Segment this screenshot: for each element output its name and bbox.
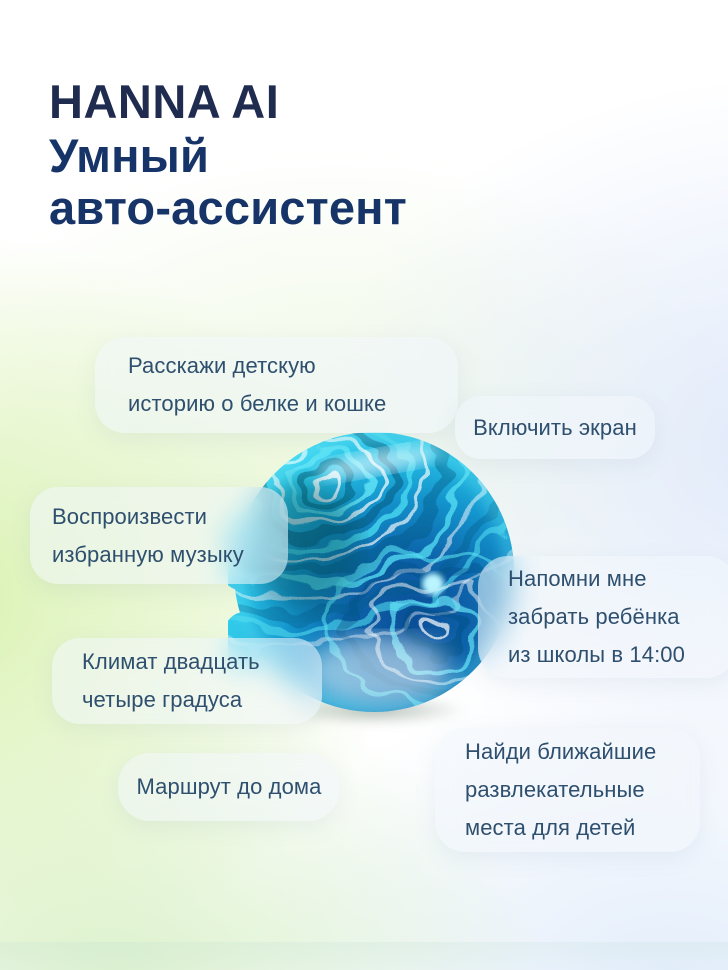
subtitle-line-2: авто-ассистент	[49, 181, 407, 234]
chip-text-line: избранную музыку	[52, 541, 244, 567]
suggestion-chip-reminder	[478, 556, 728, 678]
chip-text-line: забрать ребёнка	[508, 604, 680, 629]
subtitle-line-1: Умный	[49, 129, 210, 182]
chip-text-line: Напомни мне	[508, 566, 647, 591]
chip-text-line: четыре градуса	[82, 687, 243, 712]
chip-text-line: Расскажи детскую	[128, 353, 316, 378]
chip-text-line: Включить экран	[473, 414, 637, 440]
brand-title: HANNA AI	[49, 75, 280, 128]
suggestion-chip-route	[118, 753, 340, 821]
chip-text-line: Климат двадцать	[82, 649, 260, 674]
suggestion-chip-screen-on	[455, 396, 655, 459]
title-block	[49, 74, 407, 234]
suggestion-chip-places	[435, 728, 700, 852]
chip-text-line: Найди ближайшие	[465, 739, 657, 764]
chip-text-line: Воспроизвести	[52, 503, 208, 529]
chip-text-line: историю о белке и кошке	[128, 391, 387, 416]
suggestion-chip-music	[30, 487, 288, 584]
chip-text-line: Маршрут до дома	[136, 774, 322, 799]
chip-text-line: из школы в 14:00	[508, 642, 685, 667]
chip-text-line: места для детей	[465, 815, 636, 840]
chip-text-line: развлекательные	[465, 777, 645, 802]
suggestion-chip-climate	[52, 638, 322, 724]
background-seam	[0, 942, 728, 970]
suggestion-chip-story	[95, 337, 458, 433]
